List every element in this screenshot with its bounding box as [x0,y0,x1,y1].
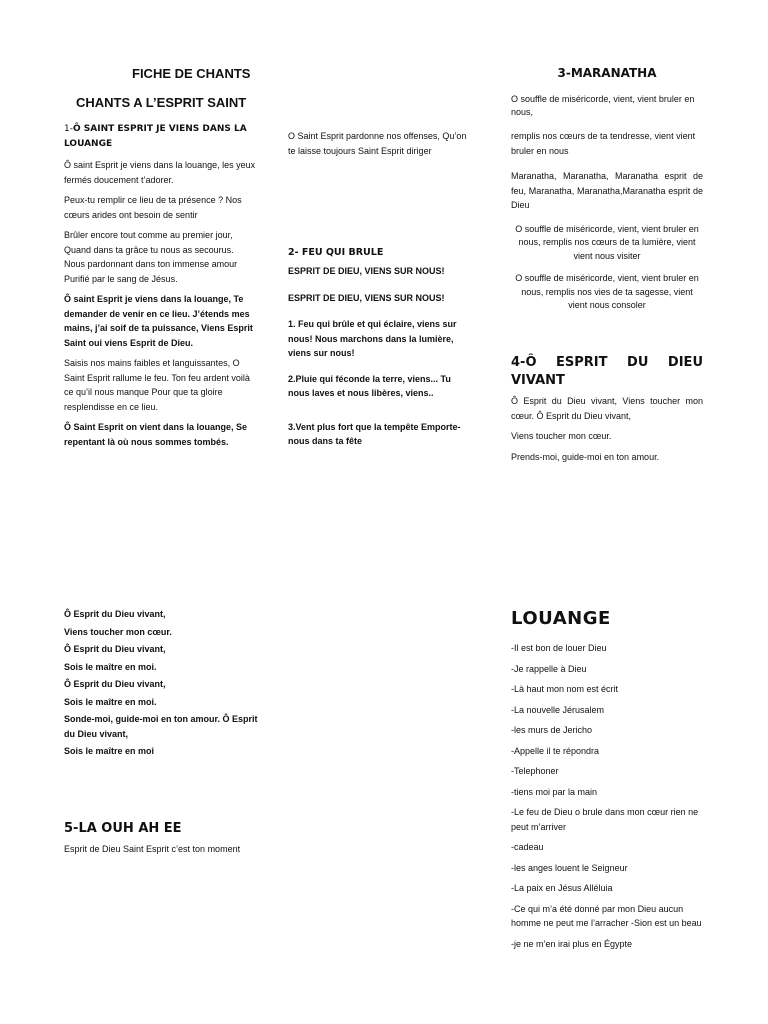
song-4-verse-1: Ô Esprit du Dieu vivant, Viens toucher mon cœur. Ô Esprit du Dieu vivant, [511,396,703,421]
column-middle [288,129,468,446]
song-1-verse-4: Ô saint Esprit je viens dans la louange, Te demander de venir en ce lieu. J’étends mes mains, j’ai soif de ta puissance, Viens Esprit Saint oui viens Esprit de Dieu. [64,294,253,348]
doc-title: FICHE DE CHANTS [132,66,251,81]
lyric-line: Sois le maître en moi. [64,661,157,672]
louange-heading: LOUANGE [511,608,611,629]
song-2-verse-2: 2.Pluie qui féconde la terre, viens... Tu nous laves et nous libères, viens.. [288,373,451,398]
song-4 [511,354,703,464]
louange-item: -Il est bon de louer Dieu [511,643,607,653]
louange-item: -les murs de Jericho [511,725,593,735]
section-title: CHANTS A L’ESPRIT SAINT [76,95,247,110]
song-1-heading [64,122,256,151]
lyric-line: Ô Esprit du Dieu vivant, [64,609,166,619]
louange-item: -Là haut mon nom est écrit [511,684,619,694]
song-2-refrain-2: ESPRIT DE DIEU, VIENS SUR NOUS! [288,292,445,303]
song-4-verse-2: Viens toucher mon cœur. [511,431,612,441]
song-2-verse-3: 3.Vent plus fort que la tempête Emporte-nous dans ta fête [288,421,461,446]
louange-item: -Le feu de Dieu o brule dans mon cœur rien ne peut m’arriver [511,807,699,832]
song-3-verse-1: O souffle de miséricorde, vient, vient bruler en nous, [511,94,695,117]
lyric-line: Sois le maître en moi. [64,696,157,707]
louange-item: -La paix en Jésus Alléluia [511,883,613,893]
song-1 [64,122,256,449]
song-1-number: 1- [64,124,73,134]
song-4-heading: 4-Ô ESPRIT DU DIEU VIVANT [511,355,703,388]
song-1-verse-2: Peux-tu remplir ce lieu de ta présence ? Nos cœurs arides ont besoin de sentir [64,195,242,220]
song-4-verse-3: Prends-moi, guide-moi en ton amour. [511,451,660,462]
lyric-line: Sonde-moi, guide-moi en ton amour. Ô Esprit du Dieu vivant, [64,714,258,739]
louange-section [511,608,711,951]
song-1-verse-6: Ô Saint Esprit on vient dans la louange, Se repentant là où nous sommes tombés. [64,422,248,447]
song-3-refrain: Maranatha, Maranatha, Maranatha esprit de feu, Maranatha, Maranatha,Maranatha esprit de Dieu [511,171,703,210]
louange-item: -Telephoner [511,766,559,776]
song-2-heading: 2- FEU QUI BRULE [288,247,384,258]
song-3 [511,66,703,313]
song-5-text: Esprit de Dieu Saint Esprit c’est ton moment [64,844,241,854]
song-3-verse-2: remplis nos cœurs de ta tendresse, vient vient bruler en nous [511,131,696,156]
song-1-verse-1: Ô saint Esprit je viens dans la louange, les yeux fermés doucement t’adorer. [64,160,256,185]
louange-item: -Je rappelle à Dieu [511,663,587,674]
song-3-verse-3: O souffle de miséricorde, vient, vient bruler en nous, remplis nos cœurs de ta lumière, vient vient nous visiter [515,223,699,261]
song-1-verse-3: Brûler encore tout comme au premier jour, Quand dans ta grâce tu nous as secourus. Nous pardonnant dans ton immense amour Purifié par le sang de Jésus. [64,230,238,284]
louange-list [511,641,711,951]
column-right [511,66,703,462]
song-4-lines [64,607,264,759]
song-1-verse-5: Saisis nos mains faibles et languissantes, O Saint Esprit rallume le feu. Ton feu ardent voilà ce qu’il nous manque Pour que ta gloire resplendisse en ce lieu. [64,358,250,412]
song-3-verse-4: O souffle de miséricorde, vient, vient bruler en nous, remplis nos vies de ta sagesse, vient vient nous consoler [515,273,699,310]
song-3-heading: 3-MARANATHA [557,66,657,80]
louange-item: -tiens moi par la main [511,786,598,797]
lyric-line: Ô Esprit du Dieu vivant, [64,679,166,689]
song-5-heading: 5-LA OUH AH EE [64,821,182,836]
louange-item: -La nouvelle Jérusalem [511,704,605,715]
louange-item: -les anges louent le Seigneur [511,862,628,873]
louange-item: -Appelle il te répondra [511,745,600,756]
lyric-line: Sois le maître en moi [64,746,155,756]
louange-item: -cadeau [511,842,544,852]
louange-item: -je ne m’en irai plus en Égypte [511,938,633,949]
song-1-title: Ô SAINT ESPRIT JE VIENS DANS LA LOUANGE [64,124,247,149]
song-2-refrain-1: ESPRIT DE DIEU, VIENS SUR NOUS! [288,266,445,276]
lyric-line: Viens toucher mon cœur. [64,626,172,637]
song-5 [64,820,284,857]
lyric-line: Ô Esprit du Dieu vivant, [64,644,166,654]
song-4-continuation [64,607,264,759]
song-1-continuation: O Saint Esprit pardonne nos offenses, Qu’on te laisse toujours Saint Esprit diriger [288,131,467,156]
louange-item: -Ce qui m’a été donné par mon Dieu aucun homme ne peut me l’arracher -Sion est un beau [511,903,702,928]
song-2-verse-1: 1. Feu qui brûle et qui éclaire, viens sur nous! Nous marchons dans la lumière, viens sur nous! [288,319,457,358]
song-2 [288,246,468,449]
